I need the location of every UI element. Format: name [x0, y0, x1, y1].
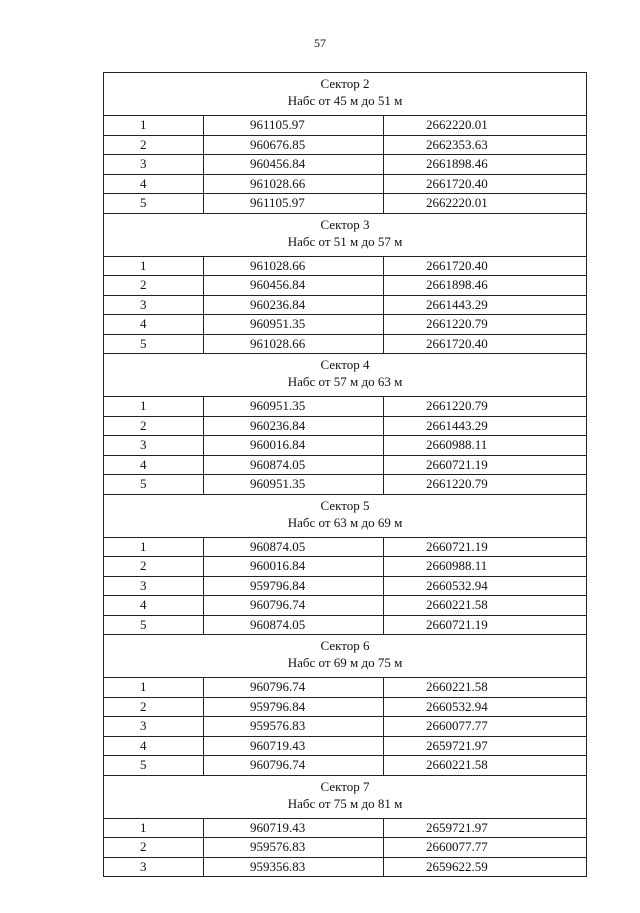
x-coordinate-cell: 959356.83 — [204, 857, 384, 877]
point-number-cell: 5 — [104, 615, 204, 635]
x-coordinate-cell: 960874.05 — [204, 537, 384, 557]
point-number-cell: 3 — [104, 155, 204, 175]
point-number-cell: 1 — [104, 818, 204, 838]
page-number: 57 — [314, 36, 326, 50]
x-coordinate-cell: 960016.84 — [204, 436, 384, 456]
table-row — [104, 455, 587, 475]
point-number-cell: 3 — [104, 295, 204, 315]
y-coordinate-cell: 2661720.40 — [384, 174, 587, 194]
sector-title: Сектор 2 — [320, 76, 370, 91]
point-number-cell: 3 — [104, 857, 204, 877]
y-coordinate-cell: 2660221.58 — [384, 678, 587, 698]
sector-header-cell — [104, 635, 587, 678]
y-coordinate-cell: 2661220.79 — [384, 475, 587, 495]
point-number-cell: 3 — [104, 436, 204, 456]
x-coordinate-cell: 960719.43 — [204, 736, 384, 756]
table-row — [104, 256, 587, 276]
x-coordinate-cell: 960874.05 — [204, 615, 384, 635]
point-number-cell: 1 — [104, 256, 204, 276]
y-coordinate-cell: 2661720.40 — [384, 256, 587, 276]
y-coordinate-cell: 2662220.01 — [384, 194, 587, 214]
table-row — [104, 818, 587, 838]
point-number-cell: 5 — [104, 756, 204, 776]
point-number-cell: 2 — [104, 276, 204, 296]
sector-header-cell — [104, 775, 587, 818]
x-coordinate-cell: 959796.84 — [204, 697, 384, 717]
y-coordinate-cell: 2660221.58 — [384, 596, 587, 616]
point-number-cell: 4 — [104, 736, 204, 756]
x-coordinate-cell: 961028.66 — [204, 334, 384, 354]
x-coordinate-cell: 959576.83 — [204, 838, 384, 858]
y-coordinate-cell: 2659721.97 — [384, 736, 587, 756]
y-coordinate-cell: 2660532.94 — [384, 697, 587, 717]
sector-header — [104, 775, 587, 818]
x-coordinate-cell: 960016.84 — [204, 557, 384, 577]
point-number-cell: 1 — [104, 116, 204, 136]
sector-header-cell — [104, 73, 587, 116]
point-number-cell: 4 — [104, 455, 204, 475]
sector-height-range: Набс от 51 м до 57 м — [287, 233, 403, 249]
y-coordinate-cell: 2661443.29 — [384, 295, 587, 315]
y-coordinate-cell: 2660988.11 — [384, 557, 587, 577]
table-row — [104, 596, 587, 616]
table-row — [104, 857, 587, 877]
y-coordinate-cell: 2661443.29 — [384, 416, 587, 436]
y-coordinate-cell: 2659721.97 — [384, 818, 587, 838]
y-coordinate-cell: 2661898.46 — [384, 155, 587, 175]
table-row — [104, 615, 587, 635]
sector-header-cell — [104, 354, 587, 397]
table-row — [104, 135, 587, 155]
x-coordinate-cell: 960719.43 — [204, 818, 384, 838]
sector-title: Сектор 4 — [320, 357, 370, 372]
y-coordinate-cell: 2661720.40 — [384, 334, 587, 354]
point-number-cell: 4 — [104, 596, 204, 616]
sector-header — [104, 635, 587, 678]
sector-height-range: Набс от 45 м до 51 м — [287, 93, 403, 108]
x-coordinate-cell: 960456.84 — [204, 276, 384, 296]
sector-header — [104, 354, 587, 397]
table-row — [104, 116, 587, 136]
y-coordinate-cell: 2660721.19 — [384, 615, 587, 635]
table-row — [104, 315, 587, 335]
table-row — [104, 678, 587, 698]
x-coordinate-cell: 961028.66 — [204, 256, 384, 276]
point-number-cell: 4 — [104, 315, 204, 335]
point-number-cell: 1 — [104, 678, 204, 698]
sector-header — [104, 213, 587, 256]
x-coordinate-cell: 961105.97 — [204, 194, 384, 214]
sector-header-cell — [104, 494, 587, 537]
table-row — [104, 697, 587, 717]
sector-height-range: Набс от 57 м до 63 м — [287, 374, 403, 389]
table-row — [104, 397, 587, 417]
point-number-cell: 5 — [104, 334, 204, 354]
point-number-cell: 2 — [104, 135, 204, 155]
table-row — [104, 756, 587, 776]
table-row — [104, 155, 587, 175]
x-coordinate-cell: 961105.97 — [204, 116, 384, 136]
y-coordinate-cell: 2662220.01 — [384, 116, 587, 136]
x-coordinate-cell: 960951.35 — [204, 315, 384, 335]
x-coordinate-cell: 960796.74 — [204, 596, 384, 616]
y-coordinate-cell: 2660077.77 — [384, 838, 587, 858]
x-coordinate-cell: 960796.74 — [204, 678, 384, 698]
x-coordinate-cell: 960236.84 — [204, 295, 384, 315]
point-number-cell: 2 — [104, 557, 204, 577]
sector-title: Сектор 6 — [320, 638, 370, 653]
table-row — [104, 416, 587, 436]
x-coordinate-cell: 960874.05 — [204, 455, 384, 475]
sector-height-range: Набс от 75 м до 81 м — [287, 795, 403, 811]
y-coordinate-cell: 2660532.94 — [384, 576, 587, 596]
x-coordinate-cell: 959576.83 — [204, 717, 384, 737]
table-row — [104, 334, 587, 354]
point-number-cell: 3 — [104, 717, 204, 737]
table-row — [104, 295, 587, 315]
table-row — [104, 174, 587, 194]
y-coordinate-cell: 2661220.79 — [384, 315, 587, 335]
x-coordinate-cell: 960676.85 — [204, 135, 384, 155]
sector-title: Сектор 7 — [320, 778, 370, 794]
point-number-cell: 1 — [104, 397, 204, 417]
table-row — [104, 194, 587, 214]
table-row — [104, 436, 587, 456]
y-coordinate-cell: 2662353.63 — [384, 135, 587, 155]
point-number-cell: 5 — [104, 475, 204, 495]
table-row — [104, 276, 587, 296]
table-row — [104, 838, 587, 858]
sector-title: Сектор 3 — [320, 216, 370, 232]
y-coordinate-cell: 2660077.77 — [384, 717, 587, 737]
y-coordinate-cell: 2659622.59 — [384, 857, 587, 877]
x-coordinate-cell: 960951.35 — [204, 475, 384, 495]
sector-header — [104, 73, 587, 116]
sector-title: Сектор 5 — [320, 497, 370, 513]
x-coordinate-cell: 960951.35 — [204, 397, 384, 417]
table-row — [104, 537, 587, 557]
y-coordinate-cell: 2660988.11 — [384, 436, 587, 456]
table-row — [104, 717, 587, 737]
x-coordinate-cell: 960456.84 — [204, 155, 384, 175]
sector-header-cell — [104, 213, 587, 256]
point-number-cell: 2 — [104, 697, 204, 717]
point-number-cell: 4 — [104, 174, 204, 194]
x-coordinate-cell: 961028.66 — [204, 174, 384, 194]
y-coordinate-cell: 2660721.19 — [384, 537, 587, 557]
x-coordinate-cell: 960796.74 — [204, 756, 384, 776]
coordinates-table — [103, 72, 587, 877]
point-number-cell: 5 — [104, 194, 204, 214]
y-coordinate-cell: 2660721.19 — [384, 455, 587, 475]
point-number-cell: 1 — [104, 537, 204, 557]
sector-header — [104, 494, 587, 537]
y-coordinate-cell: 2661220.79 — [384, 397, 587, 417]
x-coordinate-cell: 959796.84 — [204, 576, 384, 596]
point-number-cell: 3 — [104, 576, 204, 596]
point-number-cell: 2 — [104, 416, 204, 436]
y-coordinate-cell: 2660221.58 — [384, 756, 587, 776]
x-coordinate-cell: 960236.84 — [204, 416, 384, 436]
sector-height-range: Набс от 69 м до 75 м — [287, 655, 403, 670]
point-number-cell: 2 — [104, 838, 204, 858]
table-row — [104, 557, 587, 577]
table-row — [104, 475, 587, 495]
sector-height-range: Набс от 63 м до 69 м — [287, 514, 403, 530]
table-row — [104, 576, 587, 596]
y-coordinate-cell: 2661898.46 — [384, 276, 587, 296]
table-row — [104, 736, 587, 756]
